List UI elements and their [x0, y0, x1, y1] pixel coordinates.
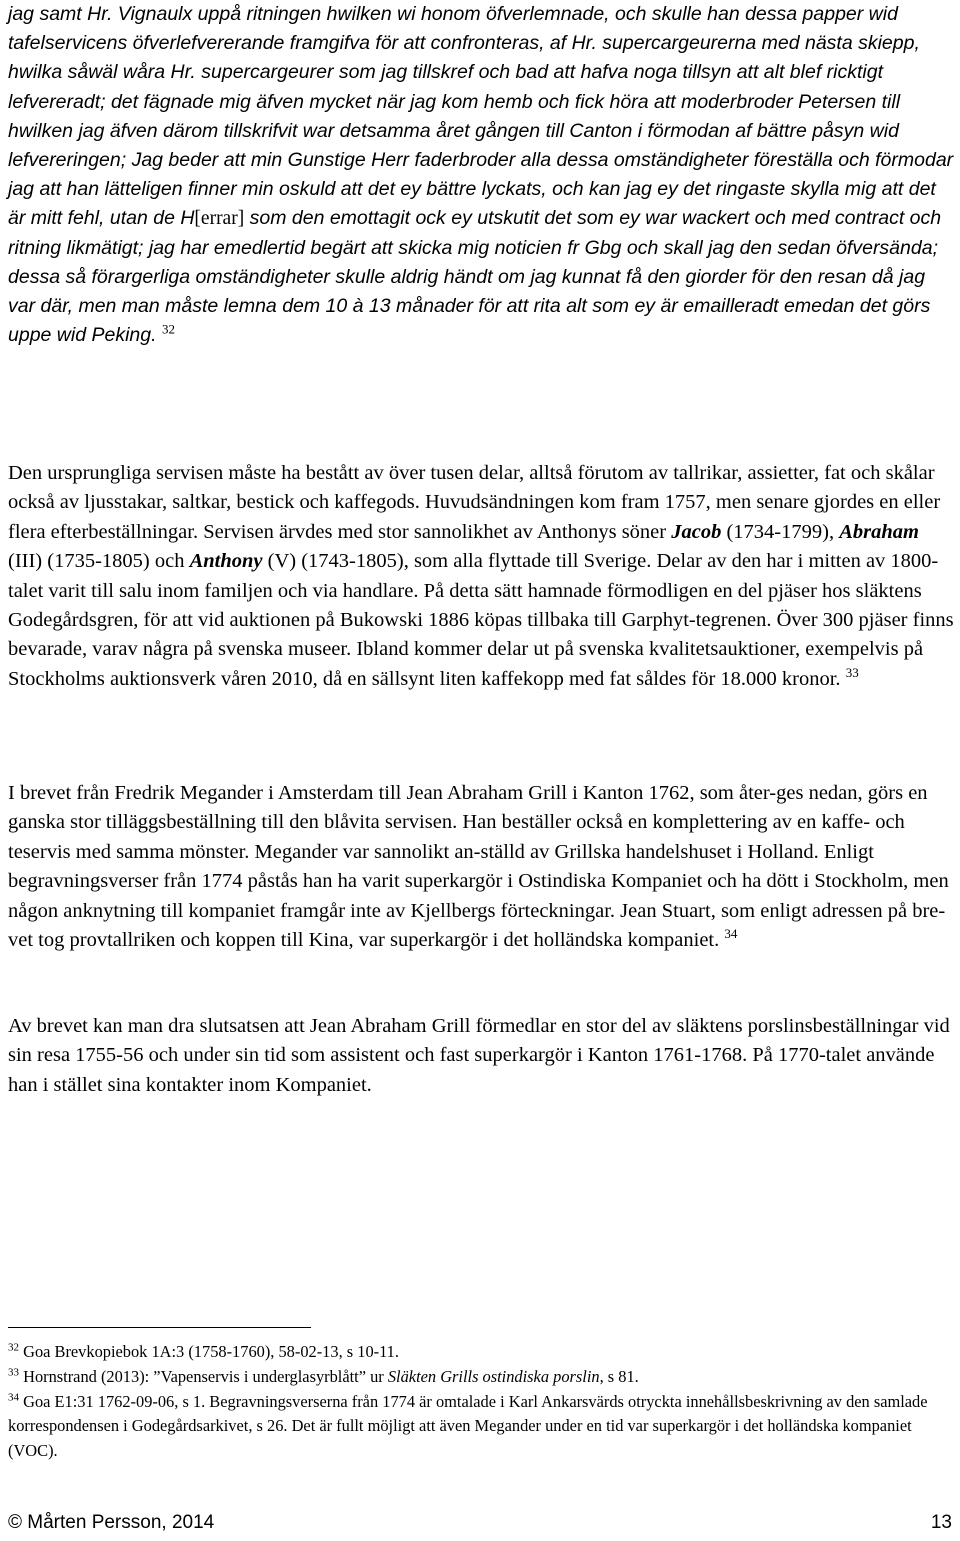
footnote-number: 32	[8, 1341, 19, 1354]
footnotes	[8, 1340, 956, 1464]
para1-text-a: Den ursprungliga servisen måste ha bestått av över tusen delar, alltså förutom av tallrikar, assietter, fat och skålar också av ljusstakar, saltkar, bestick och kaffegods. Huvudsändningen kom fram 1757, men senare gjordes en eller flera efterbeställningar. Servisen ärvdes med stor sannolikhet av Anthonys söner	[8, 462, 941, 543]
para1-text-c: (III) (1735-1805) och	[8, 550, 190, 573]
footnote-text: , s 81.	[599, 1366, 639, 1386]
paragraph-conclusion	[8, 1012, 956, 1100]
footnote-number: 34	[8, 1391, 19, 1404]
name-jacob: Jacob	[671, 520, 722, 543]
copyright-notice: © Mårten Persson, 2014	[8, 1512, 215, 1533]
para2-text: I brevet från Fredrik Megander i Amsterdam till Jean Abraham Grill i Kanton 1762, som åter-ges nedan, görs en ganska stor tilläggsbeställning till den blåvita servisen. Han beställer också en komplettering av en kaffe- och teservis med samma mönster. Megander var sannolikt an-ställd av Grillska handelshuset i Holland. Enligt begravningsverser från 1774 påstås han ha varit superkargör i Ostindiska Kompaniet och ha dött i Stockholm, men någon anknytning till kompaniet framgår inte av Kjellbergs förteckningar. Jean Stuart, som enligt adressen på bre-vet tog provtallriken och koppen till Kina, var superkargör i det holländska kompaniet.	[8, 782, 949, 952]
footnote-number: 33	[8, 1366, 19, 1379]
footnote-33	[8, 1365, 956, 1390]
footnote-32	[8, 1340, 956, 1365]
letter-quote	[8, 0, 956, 350]
footnote-text: Hornstrand (2013): ”Vapenservis i underglasyrblått” ur	[23, 1366, 388, 1386]
footnote-text: Goa Brevkopiebok 1A:3 (1758-1760), 58-02-13, s 10-11.	[23, 1342, 399, 1361]
footnote-ref-32[interactable]: 32	[161, 321, 175, 337]
name-abraham: Abraham	[839, 520, 919, 543]
quote-text: jag samt Hr. Vignaulx uppå ritningen hwilken wi honom öfverlemnade, och skulle han dessa papper wid tafelservicens öfverlefvererande framgifva för att confronteras, af Hr. supercargeurerna med nästa skiepp, hwilka såwäl wåra Hr. supercargeurer som jag tillskref och bad att hafva noga tillsyn att alt blef ricktigt lefvereradt; det fägnade mig äfven mycket när jag kom hemb och fick höra att moderbroder Petersen till hwilken jag äfven därom tillskrifvit war detsamma året gången till Canton i förmodan af bättre påsyn wid lefvereringen; Jag beder att min Gunstige Herr faderbroder alla dessa omständigheter föreställa och förmodar jag att han lätteligen finner min oskuld att det ey bättre lyckats, och kan jag ey det ringaste skylla mig att det är mitt fehl, utan de H	[8, 3, 954, 230]
footnote-34	[8, 1390, 956, 1464]
footnote-title: Släkten Grills ostindiska porslin	[387, 1366, 600, 1386]
quote-text-continued: som den emottagit ock ey utskutit det som ey war wackert och med contract och ritning likmätigt; jag har emedlertid begärt att skicka mig noticien fr Gbg och skall jag den sedan öfversända; dessa så förargerliga omständigheter skulle aldrig händt om jag kunnat få den giorder för den resan då jag var där, men man måste lemna dem 10 à 13 månader för att rita alt som ey är emailleradt emedan det görs uppe wid Peking.	[8, 207, 942, 347]
footnote-text: Goa E1:31 1762-09-06, s 1. Begravningsverserna från 1774 är omtalade i Karl Ankarsvärds otryckta innehållsbeskrivning av den samlade korrespondensen i Godegårdsarkivet, s 26. Det är fullt möjligt att även Megander under en tid var superkargör i det holländska kompaniet (VOC).	[8, 1391, 928, 1461]
para3-text: Av brevet kan man dra slutsatsen att Jean Abraham Grill förmedlar en stor del av släktens porslinsbeställningar vid sin resa 1755-56 och under sin tid som assistent och fast superkargör i Kanton 1761-1768. På 1770-talet använde han i stället sina kontakter inom Kompaniet.	[8, 1015, 950, 1096]
para1-text-d: (V) (1743-1805), som alla flyttade till Sverige. Delar av den har i mitten av 1800-talet varit till salu inom familjen och via handlare. På detta sätt hamnade förmodligen en del pjäser hos släktens Godegårdsgren, för att vid auktionen på Bukowski 1886 köpas tillbaka till Garphyt-tegrenen. Över 300 pjäser finns bevarade, varav några på svenska museer. Ibland kommer delar ut på svenska kvalitetsauktioner, exempelvis på Stockholms auktionsverk våren 2010, då en sällsynt liten kaffekopp med fat såldes för 18.000 kronor.	[8, 550, 954, 690]
page-number: 13	[930, 1512, 952, 1533]
para1-text-b: (1734-1799),	[721, 520, 840, 543]
footnote-divider	[8, 1327, 311, 1328]
footnote-ref-33[interactable]: 33	[845, 665, 859, 681]
paragraph-servis-history	[8, 459, 956, 694]
name-anthony: Anthony	[189, 550, 263, 573]
quote-bracket: [errar]	[194, 208, 245, 230]
footnote-ref-34[interactable]: 34	[724, 926, 738, 942]
paragraph-megander-letter	[8, 779, 956, 955]
